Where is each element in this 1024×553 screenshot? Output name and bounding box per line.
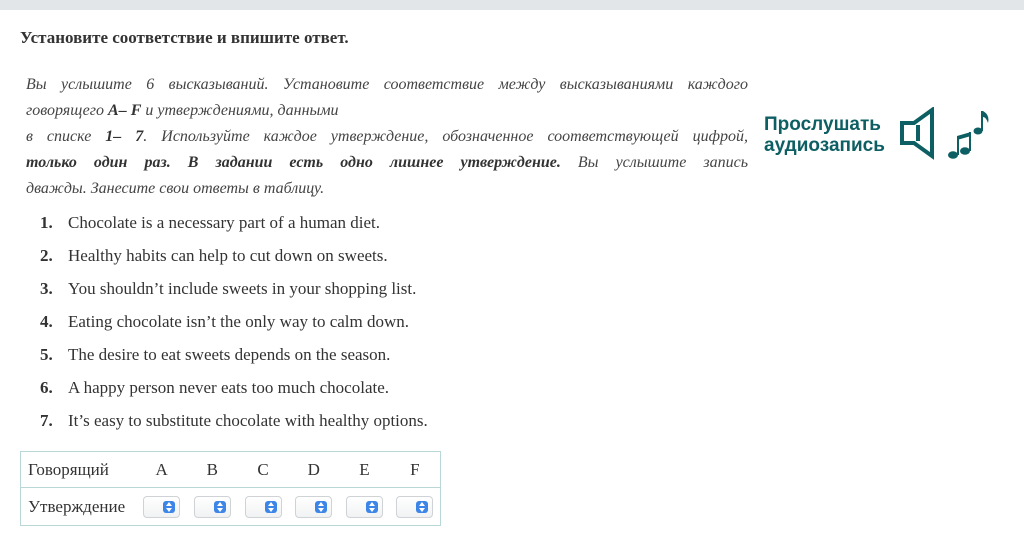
instructions-line-5: дважды. Занесите свои ответы в таблицу. <box>26 180 325 197</box>
task-title: Установите соответствие и впишите ответ. <box>20 28 349 47</box>
statement-header: Утверждение <box>28 496 126 516</box>
instructions-line-1: Вы услышите 6 высказываний. Установите соответствие между высказываниями каждого <box>26 76 748 93</box>
instructions-line-3: в списке 1– 7. Используйте каждое утверждение, обозначенное соответствующей цифрой, <box>26 128 748 145</box>
list-item: 6. A happy person never eats too much chocolate. <box>40 377 390 397</box>
speaker-letter: D <box>288 452 339 488</box>
list-item: 3. You shouldn’t include sweets in your shopping list. <box>40 278 417 298</box>
top-bar <box>0 0 1024 10</box>
speaker-letter: A <box>136 452 187 488</box>
answer-select-a[interactable] <box>143 496 180 518</box>
instructions-line-2: говорящего A– F и утверждениями, данными <box>26 102 339 119</box>
select-arrows-icon <box>163 501 175 513</box>
list-item: 1. Chocolate is a necessary part of a human diet. <box>40 212 381 232</box>
list-item: 4. Eating chocolate isn’t the only way to calm down. <box>40 311 410 331</box>
table-row <box>21 488 441 526</box>
speaker-letter: C <box>238 452 289 488</box>
table-row <box>21 452 441 488</box>
answer-select-e[interactable] <box>346 496 383 518</box>
answer-select-f[interactable] <box>396 496 433 518</box>
select-arrows-icon <box>366 501 378 513</box>
list-item: 5. The desire to eat sweets depends on the season. <box>40 344 391 364</box>
task-instructions <box>26 72 748 202</box>
answer-select-c[interactable] <box>245 496 282 518</box>
list-item: 7. It’s easy to substitute chocolate with healthy options. <box>40 410 428 430</box>
answer-select-d[interactable] <box>295 496 332 518</box>
select-arrows-icon <box>416 501 428 513</box>
statements-list <box>40 206 428 437</box>
speaker-music-icon <box>900 107 992 163</box>
play-audio-button[interactable] <box>764 105 1004 165</box>
answer-table <box>20 451 441 526</box>
select-arrows-icon <box>214 501 226 513</box>
instructions-line-4: только один раз. В задании есть одно лишнее утверждение. Вы услышите запись <box>26 154 748 171</box>
select-arrows-icon <box>265 501 277 513</box>
answer-select-b[interactable] <box>194 496 231 518</box>
list-item: 2. Healthy habits can help to cut down on sweets. <box>40 245 388 265</box>
play-audio-label: Прослушать аудиозапись <box>764 114 885 156</box>
speaker-letter: B <box>187 452 238 488</box>
speaker-letter: E <box>339 452 390 488</box>
speaker-header: Говорящий <box>21 452 137 488</box>
select-arrows-icon <box>315 501 327 513</box>
speaker-letter: F <box>390 452 441 488</box>
